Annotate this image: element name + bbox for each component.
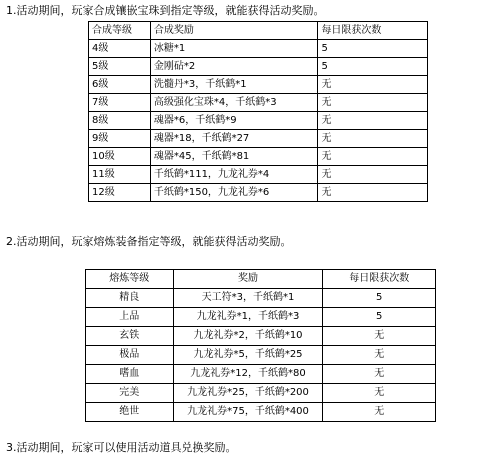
table-row (89, 76, 428, 94)
table-row (89, 112, 428, 130)
table-row (86, 308, 436, 327)
header-daily-limit: 每日限获次数 (318, 22, 428, 40)
header-daily-limit: 每日限获次数 (323, 270, 436, 289)
cell-level: 5级 (89, 58, 151, 76)
cell-level: 上品 (86, 308, 174, 327)
cell-level: 嗜血 (86, 365, 174, 384)
cell-level: 10级 (89, 148, 151, 166)
table-header-row (89, 22, 428, 40)
cell-daily-limit: 无 (318, 130, 428, 148)
table-row (89, 58, 428, 76)
table-header-row (86, 270, 436, 289)
cell-level: 完美 (86, 384, 174, 403)
cell-reward: 九龙礼券*75，千纸鹤*400 (173, 403, 323, 422)
cell-daily-limit: 无 (323, 365, 436, 384)
table-row (89, 166, 428, 184)
cell-daily-limit: 无 (318, 94, 428, 112)
table-row (86, 365, 436, 384)
cell-reward: 金刚砧*2 (150, 58, 318, 76)
cell-reward: 冰糖*1 (150, 40, 318, 58)
header-reward: 奖励 (173, 270, 323, 289)
cell-level: 9级 (89, 130, 151, 148)
table-row (89, 94, 428, 112)
table-row (89, 130, 428, 148)
cell-daily-limit: 5 (318, 58, 428, 76)
smelting-reward-table (85, 269, 436, 422)
cell-level: 11级 (89, 166, 151, 184)
cell-daily-limit: 无 (323, 384, 436, 403)
cell-daily-limit: 无 (323, 327, 436, 346)
cell-daily-limit: 5 (323, 308, 436, 327)
cell-daily-limit: 无 (318, 148, 428, 166)
table-row (86, 327, 436, 346)
cell-level: 绝世 (86, 403, 174, 422)
cell-reward: 天工符*3，千纸鹤*1 (173, 289, 323, 308)
cell-reward: 魂器*18，千纸鹤*27 (150, 130, 318, 148)
cell-reward: 洗髓丹*3，千纸鹤*1 (150, 76, 318, 94)
cell-daily-limit: 无 (318, 76, 428, 94)
cell-reward: 九龙礼券*5，千纸鹤*25 (173, 346, 323, 365)
cell-daily-limit: 无 (318, 166, 428, 184)
cell-daily-limit: 无 (323, 403, 436, 422)
cell-level: 12级 (89, 184, 151, 202)
table-row (89, 184, 428, 202)
section2-intro: 2.活动期间，玩家熔炼装备指定等级，就能获得活动奖励。 (6, 235, 292, 248)
cell-level: 极品 (86, 346, 174, 365)
cell-level: 8级 (89, 112, 151, 130)
cell-daily-limit: 5 (323, 289, 436, 308)
table-row (89, 148, 428, 166)
section1-intro: 1.活动期间，玩家合成镶嵌宝珠到指定等级，就能获得活动奖励。 (6, 4, 325, 17)
cell-daily-limit: 5 (318, 40, 428, 58)
table-row (86, 384, 436, 403)
cell-level: 4级 (89, 40, 151, 58)
header-reward: 合成奖励 (150, 22, 318, 40)
table-row (86, 289, 436, 308)
cell-reward: 九龙礼券*12，千纸鹤*80 (173, 365, 323, 384)
cell-reward: 千纸鹤*111，九龙礼券*4 (150, 166, 318, 184)
cell-reward: 千纸鹤*150，九龙礼券*6 (150, 184, 318, 202)
cell-daily-limit: 无 (318, 112, 428, 130)
cell-reward: 魂器*6，千纸鹤*9 (150, 112, 318, 130)
cell-level: 7级 (89, 94, 151, 112)
table-row (86, 403, 436, 422)
cell-level: 玄铁 (86, 327, 174, 346)
cell-reward: 九龙礼券*25，千纸鹤*200 (173, 384, 323, 403)
header-level: 合成等级 (89, 22, 151, 40)
section3-intro: 3.活动期间，玩家可以使用活动道具兑换奖励。 (6, 441, 237, 454)
header-level: 熔炼等级 (86, 270, 174, 289)
cell-daily-limit: 无 (318, 184, 428, 202)
table-row (86, 346, 436, 365)
cell-reward: 九龙礼券*2，千纸鹤*10 (173, 327, 323, 346)
cell-reward: 九龙礼券*1，千纸鹤*3 (173, 308, 323, 327)
table-row (89, 40, 428, 58)
cell-level: 精良 (86, 289, 174, 308)
cell-level: 6级 (89, 76, 151, 94)
synthesis-reward-table (88, 21, 428, 202)
cell-reward: 魂器*45，千纸鹤*81 (150, 148, 318, 166)
cell-reward: 高级强化宝珠*4，千纸鹤*3 (150, 94, 318, 112)
cell-daily-limit: 无 (323, 346, 436, 365)
